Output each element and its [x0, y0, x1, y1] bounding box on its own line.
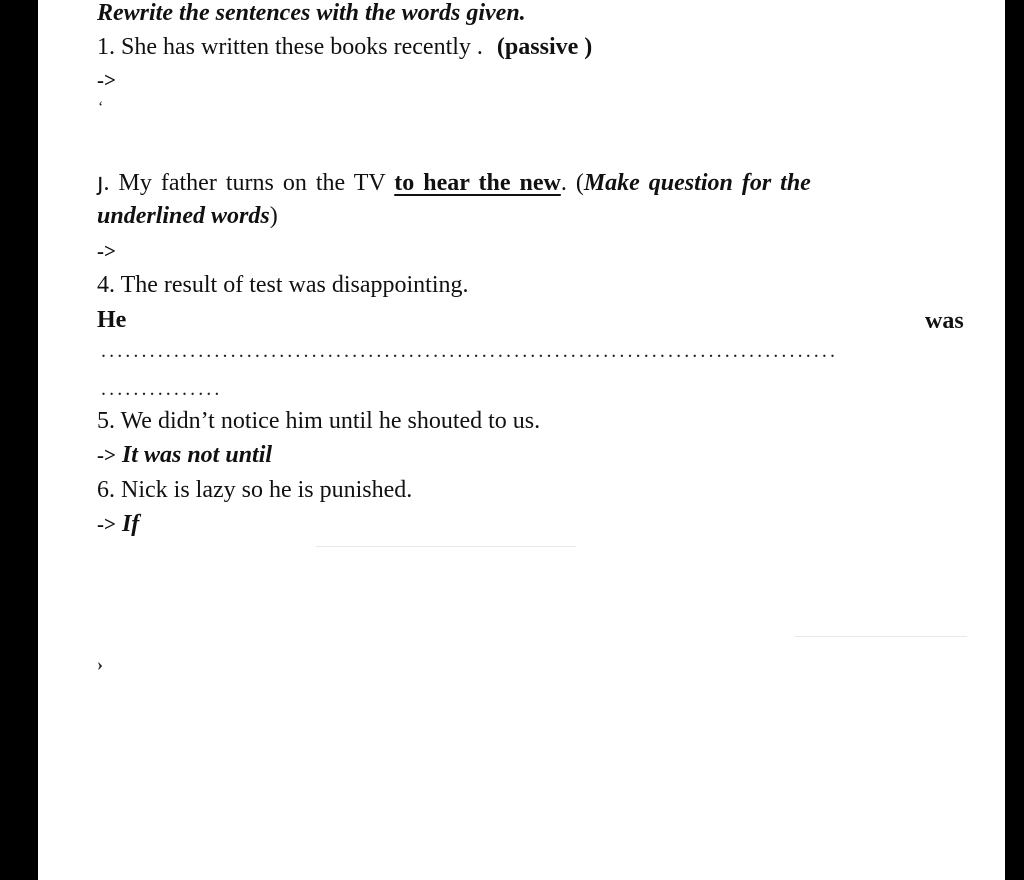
- question-4-prompt: 4. The result of test was disappointing.: [97, 272, 469, 298]
- question-5-prompt: 5. We didn’t notice him until he shouted to us.: [97, 408, 541, 434]
- question-1-hint: (passive ): [496, 34, 593, 60]
- question-3-prompt: My father turns on the TV: [118, 170, 395, 196]
- scan-artifact-line: [316, 546, 576, 547]
- worksheet-title: Rewrite the sentences with the words given.: [97, 0, 526, 26]
- question-1-prompt: 1. She has written these books recently .: [97, 34, 483, 60]
- question-4-blank-line-2: ...............: [101, 378, 223, 400]
- question-5-answer: [97, 440, 272, 470]
- question-3-dot: .: [560, 170, 576, 196]
- question-3-hint-line-1: Make question for the: [583, 170, 811, 196]
- question-1-answer-arrow: ->: [97, 68, 116, 92]
- question-5-starter: It was not until: [121, 442, 273, 468]
- question-3-hint-close: ): [269, 203, 278, 229]
- question-1: [97, 32, 592, 62]
- question-4-start-word: He: [97, 307, 127, 333]
- right-border: [1005, 0, 1024, 880]
- question-6-answer: [97, 509, 139, 539]
- stray-mark: ‘: [98, 99, 104, 116]
- question-6-prompt: 6. Nick is lazy so he is punished.: [97, 477, 413, 503]
- scan-artifact-line: [795, 636, 967, 637]
- question-6-starter: If: [121, 511, 140, 537]
- question-4-blank-line-1: ...........................................................................................: [101, 340, 839, 362]
- question-3-continued: [97, 201, 278, 231]
- question-6-answer-arrow: ->: [97, 512, 116, 536]
- question-5-answer-arrow: ->: [97, 443, 116, 467]
- question-3-number: յ.: [97, 170, 119, 196]
- question-3-hint-open: (: [575, 170, 584, 196]
- stray-mark: ›: [97, 654, 103, 674]
- question-3-hint-line-2: underlined words: [97, 203, 270, 229]
- question-4-end-word: was: [925, 308, 964, 334]
- question-3-answer-arrow: ->: [97, 239, 116, 263]
- question-3-underlined-phrase: to hear the new: [394, 170, 561, 196]
- question-3: [97, 168, 811, 198]
